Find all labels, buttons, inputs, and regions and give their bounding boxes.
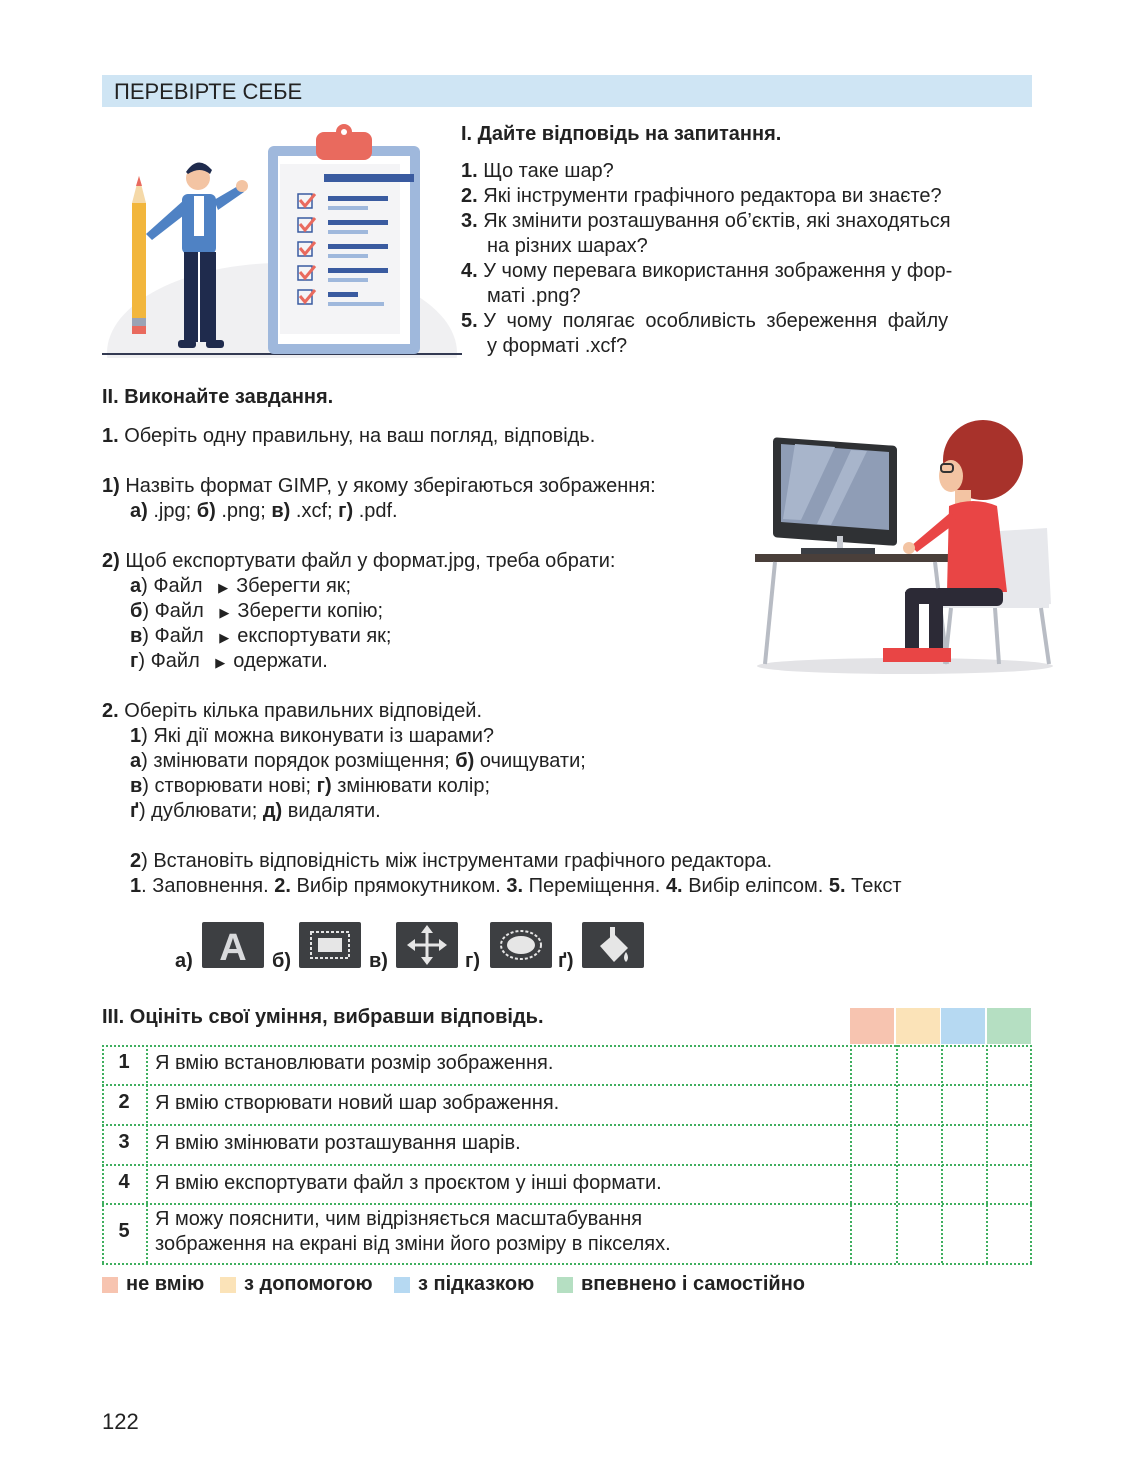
text-tool-icon: [202, 922, 264, 968]
checklist-illustration: [102, 118, 462, 358]
task1-q2-option-b: б) Файл ▶ Зберегти копію;: [130, 600, 384, 622]
task1-q2-option-g: г) Файл ▶ одержати.: [130, 650, 328, 672]
task2-title: 2. Оберіть кілька правильних відповідей.: [102, 700, 483, 722]
move-tool-icon: [396, 922, 458, 968]
boy-at-computer-illustration: [755, 412, 1055, 677]
rating-swatch-2: [896, 1008, 940, 1044]
task1-q2-option-v: в) Файл ▶ експортувати як;: [130, 625, 392, 647]
question-4: 4. У чому перевага використання зображення у фор-: [461, 260, 953, 282]
question-5-cont: у форматі .xcf?: [487, 335, 628, 357]
section3-heading: ІІІ. Оцініть свої уміння, вибравши відповідь.: [102, 1006, 544, 1028]
task2-q1-line1: а) змінювати порядок розміщення; б) очищувати;: [130, 750, 586, 772]
page-number: 122: [102, 1409, 139, 1434]
question-3: 3. Як змінити розташування об’єктів, які знаходяться: [461, 210, 951, 232]
bucket-fill-icon: [582, 922, 644, 968]
tool-label-g: г): [465, 950, 480, 972]
ellipse-select-icon: [490, 922, 552, 968]
tool-label-a: а): [175, 950, 193, 972]
section-title: ПЕРЕВІРТЕ СЕБЕ: [114, 79, 303, 104]
legend-label: не вмію: [126, 1273, 205, 1295]
legend-swatch: [557, 1277, 573, 1293]
task2-q2-items: 1. Заповнення. 2. Вибір прямокутником. 3. Переміщення. 4. Вибір еліпсом. 5. Текст: [130, 875, 902, 897]
menu-arrow-icon: ▶: [219, 630, 230, 645]
tool-label-v: в): [369, 950, 388, 972]
menu-arrow-icon: ▶: [219, 605, 230, 620]
rating-swatch-3: [941, 1008, 985, 1044]
question-5: 5. У чому полягає особливість збереження файлу: [461, 310, 949, 332]
rating-legend: [102, 1273, 1032, 1299]
task2-q2: 2) Встановіть відповідність між інструментами графічного редактора.: [130, 850, 773, 872]
task1-q1: 1) Назвіть формат GIMP, у якому зберігаються зображення:: [102, 475, 656, 497]
section2-heading: ІІ. Виконайте завдання.: [102, 386, 334, 408]
menu-arrow-icon: ▶: [215, 655, 226, 670]
task1-title: 1. Оберіть одну правильну, на ваш погляд, відповідь.: [102, 425, 596, 447]
task1-q2-option-a: а) Файл ▶ Зберегти як;: [130, 575, 352, 597]
question-4-cont: маті .png?: [487, 285, 581, 307]
legend-label: впевнено і самостійно: [581, 1273, 806, 1295]
task2-q1-line3: ґ) дублювати; д) видаляти.: [130, 800, 381, 822]
legend-label: з допомогою: [244, 1273, 373, 1295]
legend-swatch: [220, 1277, 236, 1293]
svg-text:A: A: [219, 927, 247, 968]
question-2: 2. Які інструменти графічного редактора ви знаєте?: [461, 185, 942, 207]
rating-swatch-1: [850, 1008, 894, 1044]
tool-label-gg: ґ): [558, 950, 574, 972]
legend-swatch: [102, 1277, 118, 1293]
task1-q2: 2) Щоб експортувати файл у формат.jpg, треба обрати:: [102, 550, 616, 572]
rect-select-icon: [299, 922, 361, 968]
section1-heading: І. Дайте відповідь на запитання.: [461, 123, 782, 145]
question-1: 1. Що таке шар?: [461, 160, 614, 182]
tool-label-b: б): [272, 950, 292, 972]
task1-q1-options: а) .jpg; б) .png; в) .xcf; г) .pdf.: [130, 500, 398, 522]
question-3-cont: на різних шарах?: [487, 235, 648, 257]
legend-label: з підказкою: [418, 1273, 535, 1295]
menu-arrow-icon: ▶: [218, 580, 229, 595]
legend-swatch: [394, 1277, 410, 1293]
task2-q1-line2: в) створювати нові; г) змінювати колір;: [130, 775, 491, 797]
section-header-bar: [102, 75, 1032, 107]
task2-q1: 1) Які дії можна виконувати із шарами?: [130, 725, 495, 747]
rating-swatch-4: [987, 1008, 1031, 1044]
